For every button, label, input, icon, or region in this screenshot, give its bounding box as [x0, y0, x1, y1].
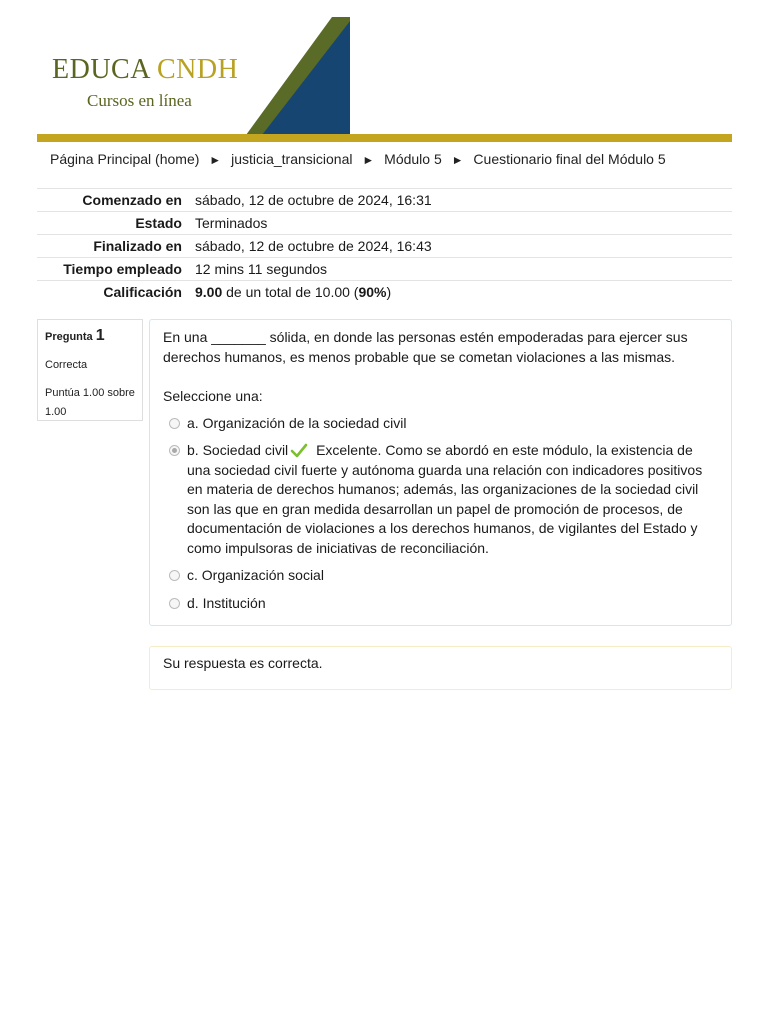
summary-row	[37, 212, 732, 235]
grade-value	[189, 281, 732, 304]
option-label: b. Sociedad civil	[187, 442, 289, 458]
question-marks: Puntúa 1.00 sobre 1.00	[45, 387, 135, 418]
radio-option-c[interactable]	[169, 570, 180, 581]
question-content	[149, 319, 732, 626]
question-text: En una _______ sólida, en donde las personas estén empoderadas para ejercer sus derechos humanos, es menos probable que se cometan violaciones a las mismas.	[163, 329, 688, 365]
radio-option-b[interactable]	[169, 445, 180, 456]
general-feedback	[149, 646, 732, 690]
grade-total: de un total de 10.00 (	[222, 284, 359, 300]
radio-option-d[interactable]	[169, 598, 180, 609]
feedback-text: Su respuesta es correcta.	[163, 655, 323, 671]
logo-graphic	[246, 17, 351, 135]
breadcrumb-module[interactable]: Módulo 5	[384, 151, 442, 167]
grade-close: )	[386, 284, 392, 300]
check-icon	[290, 443, 308, 459]
question-number: Pregunta 1	[45, 327, 105, 344]
summary-label: Finalizado en	[93, 238, 182, 254]
site-header	[0, 0, 768, 145]
site-logo-text[interactable]	[52, 54, 238, 86]
summary-value: sábado, 12 de octubre de 2024, 16:43	[195, 238, 432, 254]
header-divider	[37, 134, 732, 142]
summary-row	[37, 189, 732, 212]
logo-part2: CNDH	[156, 54, 239, 85]
breadcrumb-separator: ►	[209, 153, 222, 167]
grade-percent: 90%	[358, 284, 387, 300]
answer-option-b[interactable]	[163, 441, 718, 558]
breadcrumb-course[interactable]: justicia_transicional	[231, 151, 353, 167]
summary-value: Terminados	[195, 215, 268, 231]
radio-option-a[interactable]	[169, 418, 180, 429]
grade-score: 9.00	[195, 284, 223, 300]
option-feedback: Excelente. Como se abordó en este módulo, la existencia de una sociedad civil fuerte y autónoma guarda una relación con indicadores positivos en materia de derechos humanos; además, las organizaciones de la sociedad civil son las que en gran medida desarrollan un papel de promoción de procesos, de documentación de violaciones a los derechos humanos, de vigilantes del Estado y como impulsoras de iniciativas de reconciliación.	[187, 442, 703, 556]
breadcrumb-separator: ►	[362, 153, 375, 167]
option-label: d. Institución	[187, 594, 266, 611]
summary-value: sábado, 12 de octubre de 2024, 16:31	[195, 192, 432, 208]
summary-label: Estado	[135, 215, 182, 231]
answer-option-d[interactable]	[163, 594, 718, 614]
breadcrumb-quiz[interactable]: Cuestionario final del Módulo 5	[473, 151, 666, 167]
grade-label: Calificación	[103, 284, 182, 300]
option-label: c. Organización social	[187, 567, 324, 583]
option-label: a. Organización de la sociedad civil	[187, 414, 407, 431]
summary-label: Tiempo empleado	[63, 261, 182, 277]
breadcrumb	[50, 151, 666, 167]
answer-option-a[interactable]	[163, 414, 718, 434]
summary-row	[37, 258, 732, 281]
breadcrumb-home[interactable]: Página Principal (home)	[50, 151, 200, 167]
logo-part1: EDUCA	[52, 54, 151, 85]
summary-value: 12 mins 11 segundos	[195, 261, 328, 277]
summary-row	[37, 235, 732, 258]
summary-label: Comenzado en	[82, 192, 182, 208]
breadcrumb-separator: ►	[451, 153, 464, 167]
logo-subtitle: Cursos en línea	[87, 91, 192, 110]
answer-option-c[interactable]	[163, 566, 718, 586]
question-info	[37, 319, 143, 421]
answer-prompt: Seleccione una:	[163, 388, 263, 404]
attempt-summary	[37, 188, 732, 303]
summary-row	[37, 281, 732, 304]
question-status: Correcta	[45, 359, 88, 371]
